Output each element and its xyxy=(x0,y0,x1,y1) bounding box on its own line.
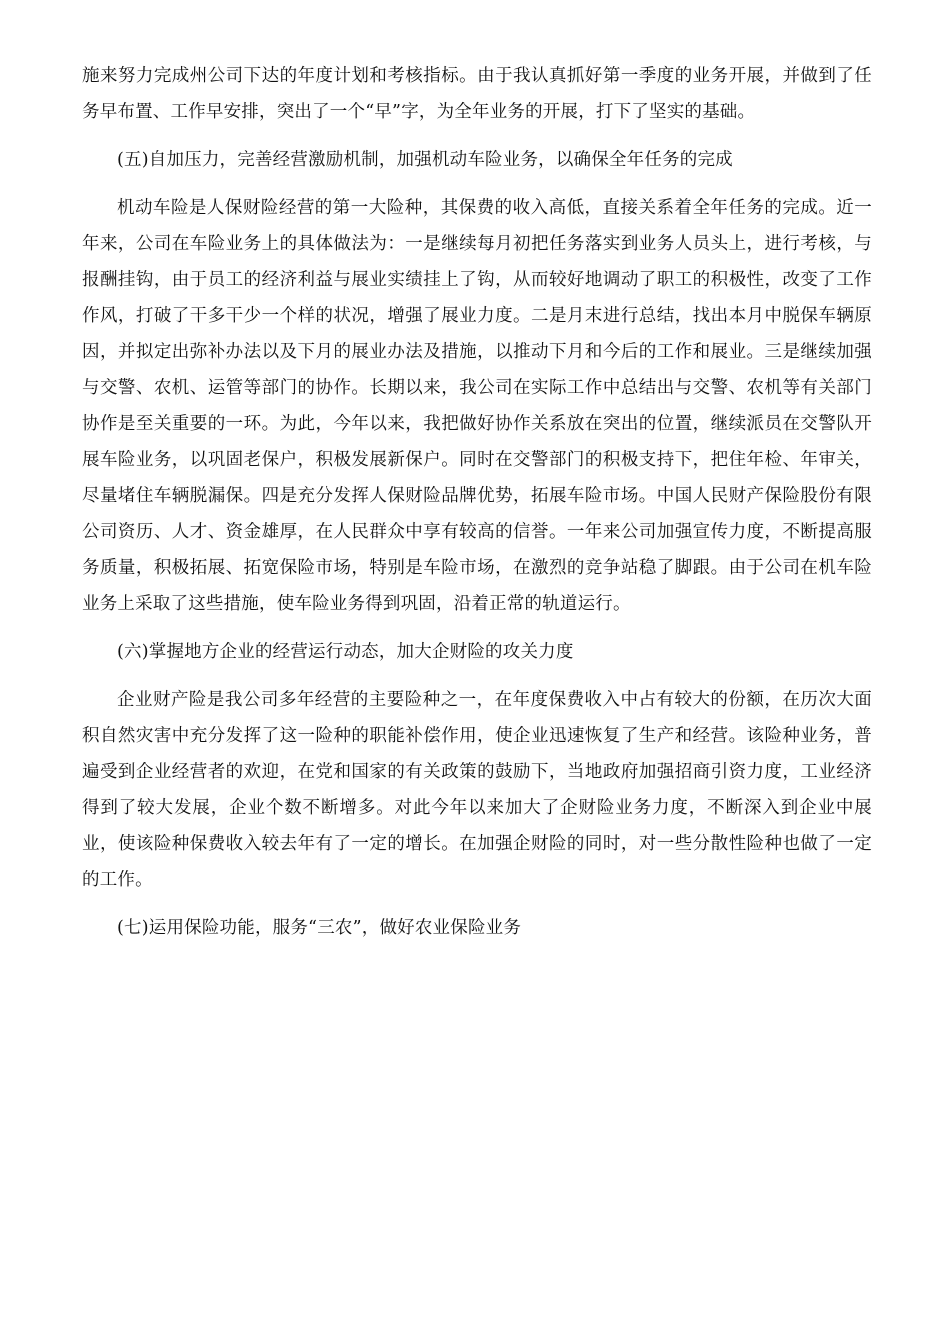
body-paragraph-continued: 施来努力完成州公司下达的年度计划和考核指标。由于我认真抓好第一季度的业务开展，并做到了任务早布置、工作早安排，突出了一个“早”字，为全年业务的开展，打下了坚实的基础。 xyxy=(82,66,872,122)
body-paragraph-enterprise-property-insurance: 企业财产险是我公司多年经营的主要险种之一，在年度保费收入中占有较大的份额，在历次大面积自然灾害中充分发挥了这一险种的职能补偿作用，使企业迅速恢复了生产和经营。该险种业务，普遍受到企业经营者的欢迎，在党和国家的有关政策的鼓励下，当地政府加强招商引资力度，工业经济得到了较大发展，企业个数不断增多。对此今年以来加大了企财险业务力度，不断深入到企业中展业，使该险种保费收入较去年有了一定的增长。在加强企财险的同时，对一些分散性险种也做了一定的工作。 xyxy=(82,690,872,890)
body-paragraph-vehicle-insurance: 机动车险是人保财险经营的第一大险种，其保费的收入高低，直接关系着全年任务的完成。近一年来，公司在车险业务上的具体做法为：一是继续每月初把任务落实到业务人员头上，进行考核，与报酬挂钩，由于员工的经济利益与展业实绩挂上了钩，从而较好地调动了职工的积极性，改变了工作作风，打破了干多干少一个样的状况，增强了展业力度。二是月末进行总结，找出本月中脱保车辆原因，并拟定出弥补办法以及下月的展业办法及措施，以推动下月和今后的工作和展业。三是继续加强与交警、农机、运管等部门的协作。长期以来，我公司在实际工作中总结出与交警、农机等有关部门协作是至关重要的一环。为此，今年以来，我把做好协作关系放在突出的位置，继续派员在交警队开展车险业务，以巩固老保户，积极发展新保户。同时在交警部门的积极支持下，把住年检、年审关，尽量堵住车辆脱漏保。四是充分发挥人保财险品牌优势，拓展车险市场。中国人民财产保险股份有限公司资历、人才、资金雄厚，在人民群众中享有较高的信誉。一年来公司加强宣传力度，不断提高服务质量，积极拓展、拓宽保险市场，特别是车险市场，在激烈的竞争站稳了脚跟。由于公司在机车险业务上采取了这些措施，使车险业务得到巩固，沿着正常的轨道运行。 xyxy=(82,198,872,614)
section-heading-6: (六)掌握地方企业的经营运行动态，加大企财险的攻关力度 xyxy=(117,642,574,662)
section-heading-7: (七)运用保险功能，服务“三农”，做好农业保险业务 xyxy=(117,918,522,938)
section-heading-5: (五)自加压力，完善经营激励机制，加强机动车险业务，以确保全年任务的完成 xyxy=(117,150,733,170)
document-body xyxy=(82,58,872,958)
